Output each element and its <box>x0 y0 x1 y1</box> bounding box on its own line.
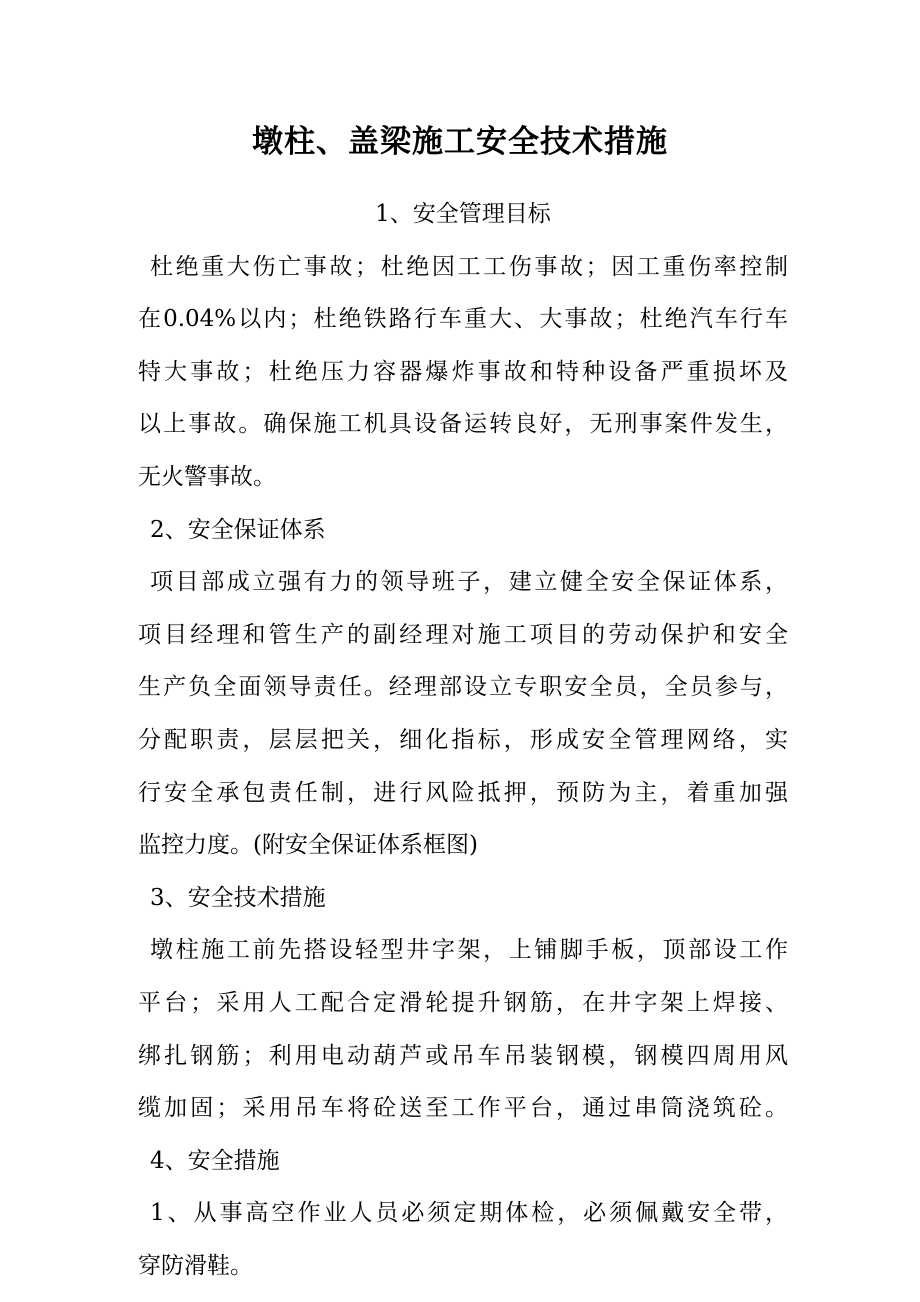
document-title: 墩柱、盖梁施工安全技术措施 <box>252 124 668 160</box>
paragraph-line: 穿防滑鞋。 <box>138 1252 253 1279</box>
section-heading-4: 4、安全措施 <box>150 1147 280 1174</box>
paragraph-line: 分配职责，层层把关，细化指标，形成安全管理网络，实 <box>138 726 788 753</box>
paragraph-line: 缆加固；采用吊车将砼送至工作平台，通过串筒浇筑砼。 <box>138 1095 788 1122</box>
paragraph-line: 平台；采用人工配合定滑轮提升钢筋，在井字架上焊接、 <box>138 989 788 1016</box>
paragraph-line: 在0.04%以内；杜绝铁路行车重大、大事故；杜绝汽车行车 <box>138 306 788 333</box>
paragraph-line: 项目部成立强有力的领导班子，建立健全安全保证体系， <box>150 569 788 596</box>
section-heading-1: 1、安全管理目标 <box>375 201 551 227</box>
section-heading-2: 2、安全保证体系 <box>150 516 326 543</box>
paragraph-line: 项目经理和管生产的副经理对施工项目的劳动保护和安全 <box>138 621 788 648</box>
paragraph-line: 行安全承包责任制，进行风险抵押，预防为主，着重加强 <box>138 779 788 806</box>
paragraph-line: 绑扎钢筋；利用电动葫芦或吊车吊装钢模，钢模四周用风 <box>138 1042 788 1069</box>
paragraph-line: 墩柱施工前先搭设轻型井字架，上铺脚手板，顶部设工作 <box>150 937 788 964</box>
section-heading-3: 3、安全技术措施 <box>150 884 326 911</box>
paragraph-line: 特大事故；杜绝压力容器爆炸事故和特种设备严重损坏及 <box>138 358 788 385</box>
paragraph-line: 杜绝重大伤亡事故；杜绝因工工伤事故；因工重伤率控制 <box>150 253 788 280</box>
paragraph-line: 无火警事故。 <box>138 463 276 490</box>
paragraph-line: 以上事故。确保施工机具设备运转良好，无刑事案件发生， <box>138 411 788 438</box>
paragraph-line: 1、从事高空作业人员必须定期体检，必须佩戴安全带， <box>150 1200 788 1227</box>
paragraph-line: 生产负全面领导责任。经理部设立专职安全员，全员参与， <box>138 674 788 701</box>
paragraph-line: 监控力度。(附安全保证体系框图) <box>138 832 478 859</box>
document-body <box>138 188 788 1292</box>
